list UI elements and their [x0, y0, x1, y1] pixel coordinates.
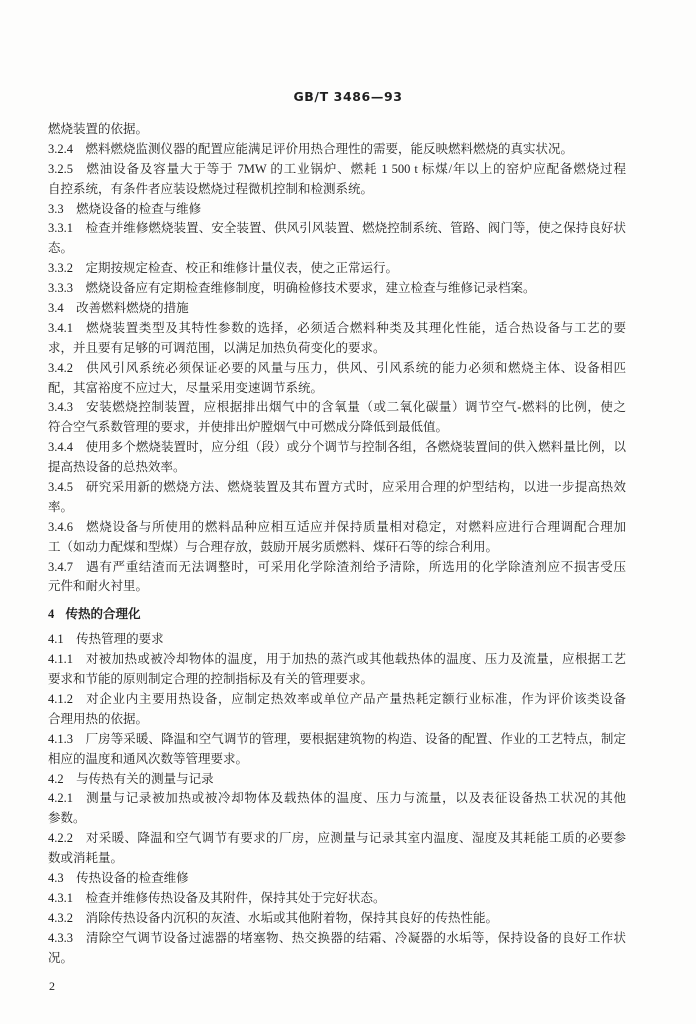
- clause-line: 自控系统，有条件者应装设燃烧过程微机控制和检测系统。: [48, 181, 374, 196]
- clause-number: 3.2.5: [48, 161, 73, 176]
- clause-number: 3.3.1: [48, 221, 73, 236]
- clause-line: 工（如动力配煤和型煤）与合理存放，鼓励开展劣质燃料、煤矸石等的综合利用。: [48, 539, 499, 554]
- clause-line: 况。: [48, 950, 74, 965]
- clause-4-3-1: [48, 889, 626, 909]
- clause-number: 3.4.2: [48, 360, 73, 375]
- clause-3-3-1: [48, 219, 626, 259]
- clause-line: 求，并且要有足够的可调范围，以满足加热负荷变化的要求。: [48, 340, 386, 355]
- clause-number: 4.2.2: [48, 831, 73, 846]
- clause-3-4-2: [48, 359, 626, 399]
- clause-3-4-6: [48, 518, 626, 558]
- clause-line: [48, 478, 626, 498]
- clause-number: 3.4.7: [48, 559, 73, 574]
- clause-number: 3.3.3: [48, 281, 73, 296]
- clause-text: 安装燃烧控制装置，应根据排出烟气中的含氧量（或二氧化碳量）调节空气-燃料的比例，使之: [85, 400, 626, 415]
- clause-number: 4.3.2: [48, 910, 73, 925]
- clause-line: 率。: [48, 499, 74, 514]
- chapter-title: 传热的合理化: [65, 607, 141, 622]
- section-heading-4-2: [48, 770, 626, 790]
- clause-line: [48, 889, 626, 909]
- clause-number: 4.3.3: [48, 930, 73, 945]
- clause-line: [48, 140, 626, 160]
- clause-4-2-1: [48, 789, 626, 829]
- clause-line: 数或消耗量。: [48, 851, 124, 866]
- clause-text: 清除空气调节设备过滤器的堵塞物、热交换器的结霜、冷凝器的水垢等，保持设备的良好工作状: [85, 930, 626, 945]
- clause-text: 燃烧装置类型及其特性参数的选择，必须适合燃料种类及其理化性能，适合热设备与工艺的要: [85, 320, 626, 335]
- section-heading-4-3: [48, 869, 626, 889]
- clause-line: 态。: [48, 241, 74, 256]
- clause-line: [48, 319, 626, 339]
- section-number: 4.3: [48, 870, 64, 885]
- clause-3-2-4: [48, 140, 626, 160]
- clause-line: [48, 518, 626, 538]
- section-title: 改善燃料燃烧的措施: [76, 301, 189, 316]
- clause-line: 相应的温度和通风次数等管理要求。: [48, 751, 249, 766]
- clause-line: [48, 789, 626, 809]
- section-heading-3-3: [48, 200, 626, 220]
- clause-number: 4.1.1: [48, 652, 73, 667]
- clause-text: 检查并维修传热设备及其附件，保持其处于完好状态。: [85, 890, 386, 905]
- clause-3-4-4: [48, 438, 626, 478]
- chapter-number: 4: [48, 607, 55, 622]
- clause-text: 对企业内主要用热设备，应制定热效率或单位产品产量热耗定额行业标准，作为评价该类设备: [85, 691, 626, 706]
- clause-number: 3.2.4: [48, 141, 73, 156]
- clause-line: 参数。: [48, 811, 86, 826]
- page-number: 2: [49, 979, 55, 993]
- clause-line: 配，其富裕度不应过大，尽量采用变速调节系统。: [48, 380, 324, 395]
- clause-text: 使用多个燃烧装置时，应分组（段）或分个调节与控制各组，各燃烧装置间的供入燃料量比例，以: [85, 440, 626, 455]
- section-heading-4-1: [48, 630, 626, 650]
- document-body: [48, 120, 626, 968]
- clause-3-2-5: [48, 160, 626, 200]
- clause-line: [48, 359, 626, 379]
- clause-4-1-1: [48, 650, 626, 690]
- clause-number: 3.4.4: [48, 440, 73, 455]
- clause-line: [48, 259, 626, 279]
- clause-text: 燃烧设备应有定期检查维修制度，明确检修技术要求，建立检查与维修记录档案。: [85, 281, 536, 296]
- section-title: 传热管理的要求: [76, 632, 164, 647]
- clause-number: 4.2.1: [48, 791, 73, 806]
- clause-line: [48, 929, 626, 949]
- clause-line: 要求和节能的原则制定合理的控制指标及有关的管理要求。: [48, 672, 374, 687]
- clause-number: 3.4.3: [48, 400, 73, 415]
- clause-4-3-3: [48, 929, 626, 969]
- clause-number: 3.4.6: [48, 519, 73, 534]
- clause-text: 定期按规定检查、校正和维修计量仪表，使之正常运行。: [85, 261, 399, 276]
- clause-text: 遇有严重结渣而无法调整时，可采用化学除渣剂给予清除，所选用的化学除渣剂应不损害受压: [85, 559, 626, 574]
- section-number: 3.3: [48, 201, 64, 216]
- clause-line: [48, 398, 626, 418]
- clause-line: [48, 279, 626, 299]
- clause-4-1-2: [48, 690, 626, 730]
- clause-3-4-7: [48, 558, 626, 598]
- clause-line: [48, 558, 626, 578]
- clause-text: 检查并维修燃烧装置、安全装置、供风引风装置、燃烧控制系统、管路、阀门等，使之保持良好状: [85, 221, 626, 236]
- chapter-heading-4: [48, 605, 626, 625]
- section-heading-3-4: [48, 299, 626, 319]
- clause-number: 3.3.2: [48, 261, 73, 276]
- clause-3-4-3: [48, 398, 626, 438]
- clause-line: [48, 730, 626, 750]
- clause-line: [48, 160, 626, 180]
- clause-number: 4.1.3: [48, 731, 73, 746]
- section-title: 与传热有关的测量与记录: [76, 771, 214, 786]
- clause-4-1-3: [48, 730, 626, 770]
- clause-text: 消除传热设备内沉积的灰渣、水垢或其他附着物，保持其良好的传热性能。: [85, 910, 499, 925]
- clause-3-4-5: [48, 478, 626, 518]
- section-title: 燃烧设备的检查与维修: [76, 201, 202, 216]
- clause-number: 4.3.1: [48, 890, 73, 905]
- clause-text: 对被加热或被冷却物体的温度，用于加热的蒸汽或其他载热体的温度、压力及流量，应根据工艺: [85, 652, 626, 667]
- clause-line: 提高热设备的总热效率。: [48, 460, 186, 475]
- clause-number: 3.4.1: [48, 320, 73, 335]
- clause-text: 燃料燃烧监测仪器的配置应能满足评价用热合理性的需要，能反映燃料燃烧的真实状况。: [85, 141, 574, 156]
- clause-text: 供风引风系统必须保证必要的风量与压力，供风、引风系统的能力必须和燃烧主体、设备相匹: [85, 360, 626, 375]
- clause-line: [48, 690, 626, 710]
- clause-number: 4.1.2: [48, 691, 73, 706]
- paragraph-continuation: 燃烧装置的依据。: [48, 122, 149, 136]
- clause-text: 对采暖、降温和空气调节有要求的厂房，应测量与记录其室内温度、湿度及其耗能工质的必要参: [85, 831, 626, 846]
- clause-text: 燃油设备及容量大于等于 7MW 的工业锅炉、燃耗 1 500 t 标煤/年以上的窑炉应配备燃烧过程: [85, 161, 626, 176]
- clause-line: [48, 438, 626, 458]
- clause-3-3-2: [48, 259, 626, 279]
- clause-3-4-1: [48, 319, 626, 359]
- clause-text: 测量与记录被加热或被冷却物体及载热体的温度、压力与流量，以及表征设备热工状况的其他: [85, 791, 626, 806]
- clause-line: 元件和耐火衬里。: [48, 579, 149, 594]
- clause-text: 燃烧设备与所使用的燃料品种应相互适应并保持质量相对稳定，对燃料应进行合理调配合理加: [85, 519, 626, 534]
- clause-text: 研究采用新的燃烧方法、燃烧装置及其布置方式时，应采用合理的炉型结构，以进一步提高热效: [85, 480, 626, 495]
- clause-4-2-2: [48, 829, 626, 869]
- section-number: 4.1: [48, 632, 64, 647]
- clause-line: 合理用热的依据。: [48, 711, 149, 726]
- clause-line: [48, 219, 626, 239]
- clause-3-3-3: [48, 279, 626, 299]
- clause-text: 厂房等采暖、降温和空气调节的管理，要根据建筑物的构造、设备的配置、作业的工艺特点，制定: [85, 731, 626, 746]
- standard-code-header: GB/T 3486—93: [293, 89, 403, 104]
- section-number: 3.4: [48, 301, 64, 316]
- clause-line: [48, 909, 626, 929]
- section-title: 传热设备的检查维修: [76, 870, 189, 885]
- section-number: 4.2: [48, 771, 64, 786]
- clause-line: 符合空气系数管理的要求，并使排出炉膛烟气中可燃成分降低到最低值。: [48, 420, 449, 435]
- clause-line: [48, 650, 626, 670]
- clause-line: [48, 829, 626, 849]
- clause-number: 3.4.5: [48, 480, 73, 495]
- clause-4-3-2: [48, 909, 626, 929]
